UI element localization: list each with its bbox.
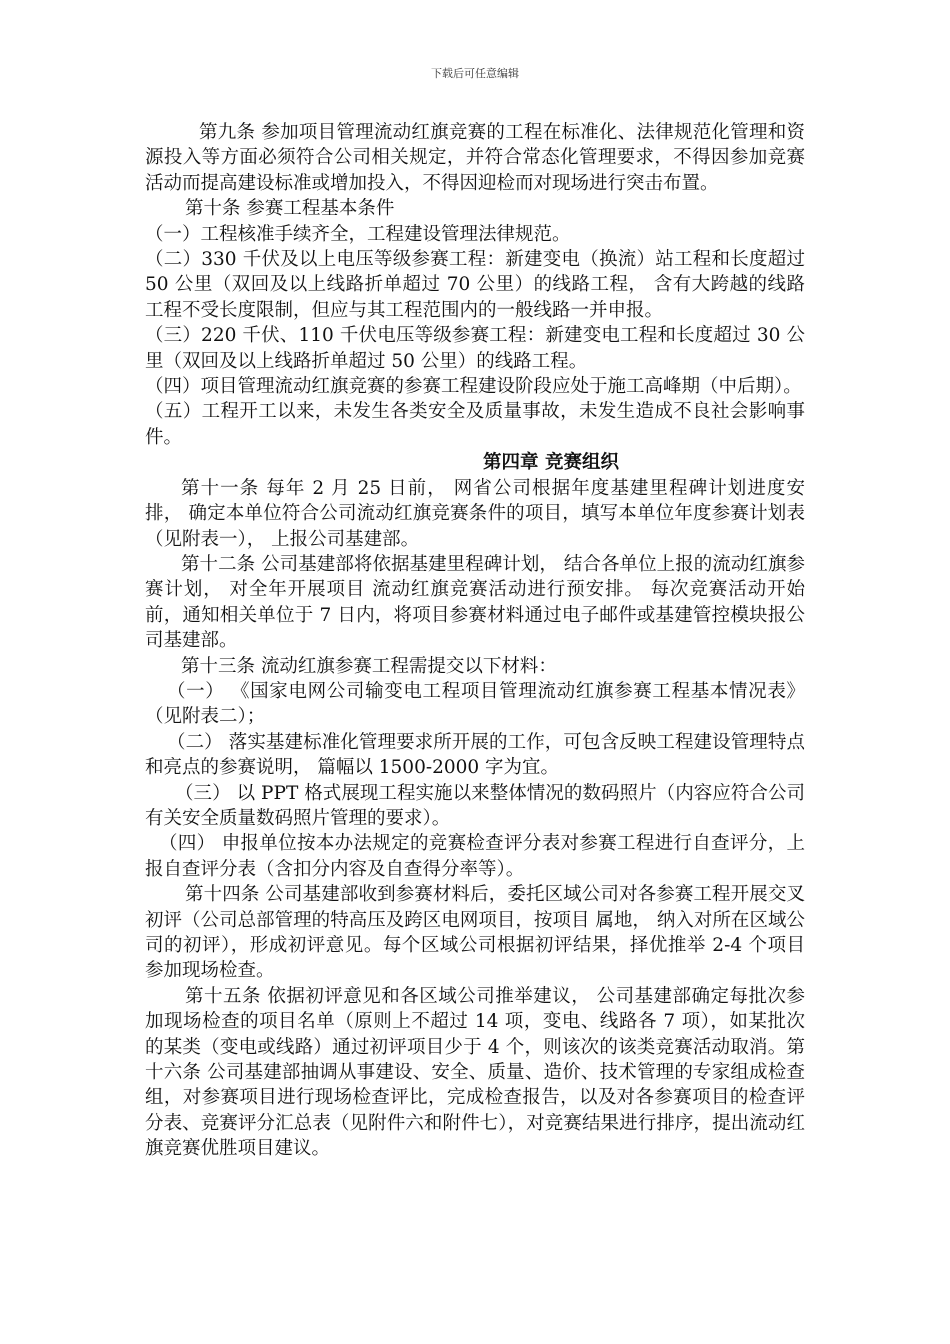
article-10-item-2: （二）330 千伏及以上电压等级参赛工程：新建变电（换流）站工程和长度超过 50 公里（双回及以上线路折单超过 70 公里）的线路工程， 含有大跨越的线路工程不受长度限制，但应与其工程范围内的一般线路一并申报。 [145,249,805,321]
article-13-item-1: （一） 《国家电网公司输变电工程项目管理流动红旗参赛工程基本情况表》（见附表二）； [145,680,805,728]
article-10-item-5: （五）工程开工以来，未发生各类安全及质量事故，未发生造成不良社会影响事件。 [145,401,805,448]
article-12-paragraph: 第十二条 公司基建部将依据基建里程碑计划， 结合各单位上报的流动红旗参赛计划， 对全年开展项目 流动红旗竞赛活动进行预安排。 每次竞赛活动开始前，通知相关单位于 7 日内，将项目参赛材料通过电子邮件或基建管控模块报公司基建部。 [145,553,805,652]
article-15-16-paragraph: 第十五条 依据初评意见和各区域公司推举建议， 公司基建部确定每批次参加现场检查的项目名单（原则上不超过 14 项，变电、线路各 7 项），如某批次的某类（变电或线路）通过初评项目少于 4 个，则该次的该类竞赛活动取消。第十六条 公司基建部抽调从事建设、安全、质量、造价、技术管理的专家组成检查组，对参赛项目进行现场检查评比，完成检查报告，以及对各参赛项目的检查评分表、竞赛评分汇总表（见附件六和附件七），对竞赛结果进行排序，提出流动红旗竞赛优胜项目建议。 [145,985,805,1160]
document-body [145,120,805,1162]
article-11-paragraph: 第十一条 每年 2 月 25 日前， 网省公司根据年度基建里程碑计划进度安排， 确定本单位符合公司流动红旗竞赛条件的项目，填写本单位年度参赛计划表（见附表一）， 上报公司基建部。 [145,477,805,550]
article-9-paragraph: 第九条 参加项目管理流动红旗竞赛的工程在标准化、法律规范化管理和资源投入等方面必须符合公司相关规定，并符合常态化管理要求，不得因参加竞赛活动而提高建设标准或增加投入，不得因迎检而对现场进行突击布置。 [145,122,805,194]
article-14-paragraph: 第十四条 公司基建部收到参赛材料后，委托区域公司对各参赛工程开展交叉初评（公司总部管理的特高压及跨区电网项目，按项目 属地， 纳入对所在区域公司的初评），形成初评意见。每个区域公司根据初评结果，择优推举 2-4 个项目参加现场检查。 [145,884,805,982]
article-10-item-3: （三）220 千伏、110 千伏电压等级参赛工程：新建变电工程和长度超过 30 公里（双回及以上线路折单超过 50 公里）的线路工程。 [145,325,805,372]
article-13-heading: 第十三条 流动红旗参赛工程需提交以下材料： [181,655,557,677]
article-10-heading: 第十条 参赛工程基本条件 [185,198,395,220]
chapter-4-heading: 第四章 竞赛组织 [483,452,619,474]
article-10-item-4: （四）项目管理流动红旗竞赛的参赛工程建设阶段应处于施工高峰期（中后期）。 [145,376,802,398]
article-13-item-2: （二） 落实基建标准化管理要求所开展的工作，可包含反映工程建设管理特点和亮点的参赛说明， 篇幅以 1500-2000 字为宜。 [145,731,805,779]
article-13-item-3: （三） 以 PPT 格式展现工程实施以来整体情况的数码照片（内容应符合公司有关安全质量数码照片管理的要求）。 [145,782,805,829]
article-13-item-4: （四） 申报单位按本办法规定的竞赛检查评分表对参赛工程进行自查评分，上报自查评分表（含扣分内容及自查得分率等）。 [145,833,805,880]
page-header-note: 下载后可任意编辑 [431,67,519,80]
article-10-item-1: （一）工程核准手续齐全，工程建设管理法律规范。 [145,223,571,245]
